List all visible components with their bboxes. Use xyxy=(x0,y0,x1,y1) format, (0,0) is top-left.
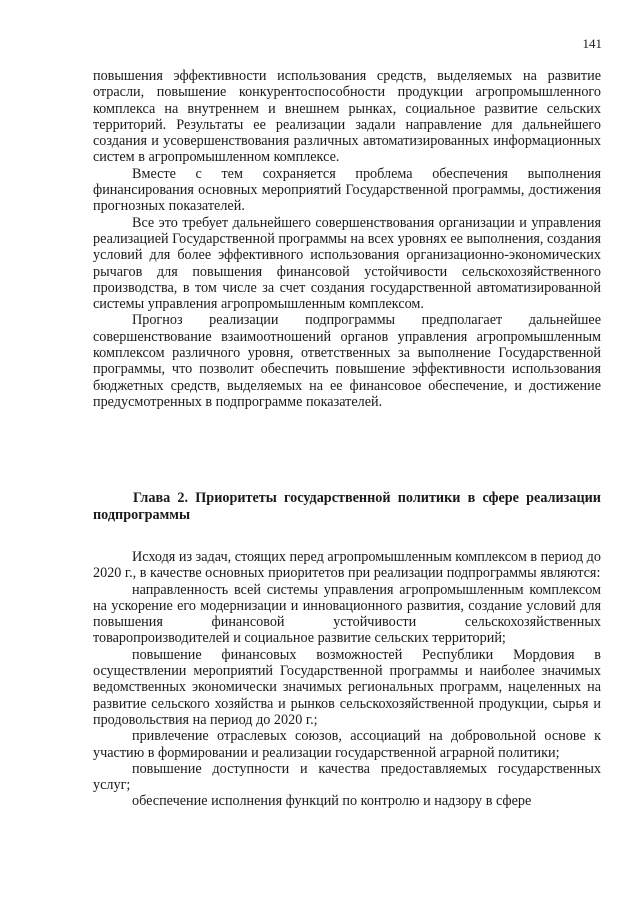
page-number: 141 xyxy=(582,36,602,51)
list-item-truncated: обеспечение исполнения функций по контролю и надзору в сфере xyxy=(132,793,532,810)
list-item: привлечение отраслевых союзов, ассоциаций на добровольной основе к участию в формировании и реализации государственной аграрной политики; xyxy=(93,728,601,761)
body-text-top xyxy=(93,68,601,410)
paragraph: Вместе с тем сохраняется проблема обеспечения выполнения финансирования основных мероприятий Государственной программы, достижения прогнозных показателей. xyxy=(93,165,601,215)
list-item: повышение финансовых возможностей Республики Мордовия в осуществлении мероприятий Государственной программы и наиболее значимых ведомственных экономически значимых региональных программ, нацеленных на развитие сельского хозяйства и рынков сельскохозяйственной продукции, сырья и продовольствия на период до 2020 г.; xyxy=(93,646,601,728)
paragraph: Прогноз реализации подпрограммы предполагает дальнейшее совершенствование взаимоотношений органов управления агропромышленным комплексом различного уровня, ответственных за выполнение Государственной программы, что позволит обеспечить повышение эффективности использования бюджетных средств, выделяемых на ее финансовое обеспечение, и достижение предусмотренных в подпрограмме показателей. xyxy=(93,312,601,410)
paragraph: Все это требует дальнейшего совершенствования организации и управления реализацией Государственной программы на всех уровнях ее выполнения, создания условий для более эффективного использования организационно-экономических рычагов для повышения финансовой устойчивости сельскохозяйственного производства, в том числе за счет создания государственной автоматизированной системы управления агропромышленным комплексом. xyxy=(93,214,601,313)
list-item: повышение доступности и качества предоставляемых государственных услуг; xyxy=(93,760,601,794)
chapter-heading-block xyxy=(93,490,601,523)
body-text-bottom xyxy=(93,549,601,810)
paragraph-continuation: повышения эффективности использования средств, выделяемых на развитие отрасли, повышение конкурентоспособности продукции агропромышленного комплекса на внутреннем и внешнем рынках, социальное развитие сельских территорий. Результаты ее реализации задали направление для дальнейшего создания и усовершенствования различных автоматизированных информационных систем в агропромышленном комплексе. xyxy=(93,68,601,166)
paragraph: Исходя из задач, стоящих перед агропромышленным комплексом в период до 2020 г., в качестве основных приоритетов при реализации подпрограммы являются: xyxy=(93,549,601,582)
chapter-heading: Глава 2. Приоритеты государственной политики в сфере реализации подпрограммы xyxy=(93,490,601,523)
list-item: направленность всей системы управления агропромышленным комплексом на ускорение его модернизации и инновационного развития, создание условий для повышения финансовой устойчивости сельскохозяйственных товаропроизводителей и социальное развитие сельских территорий; xyxy=(93,581,601,647)
